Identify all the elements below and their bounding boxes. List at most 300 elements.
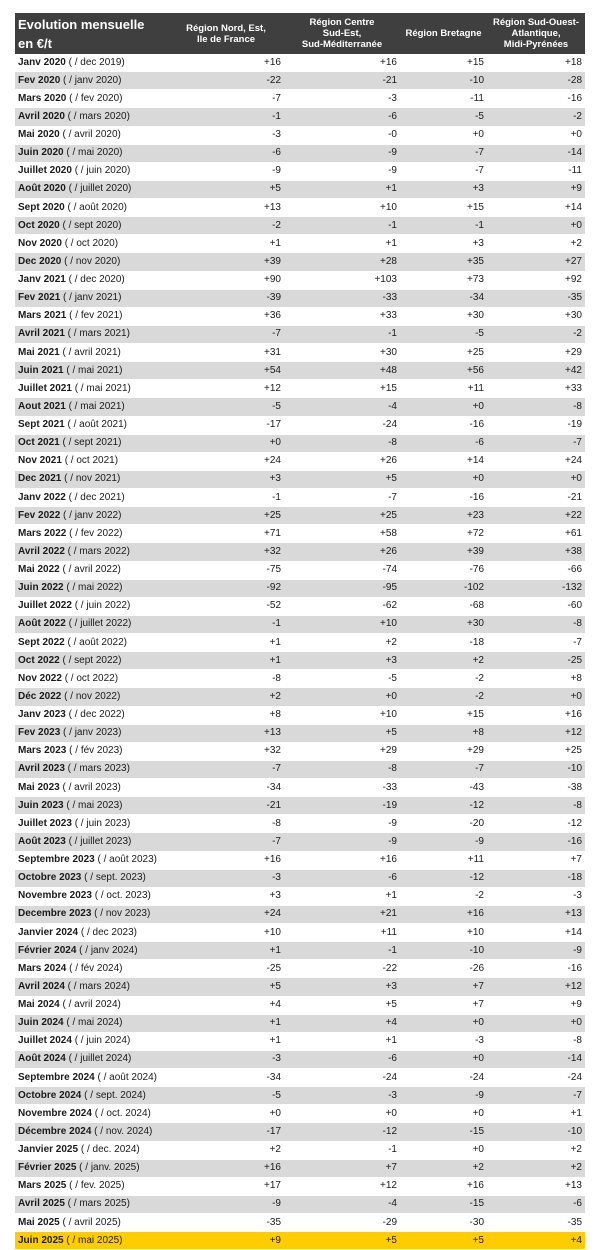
- row-reference: ( / dec 2022): [65, 709, 125, 721]
- value-cell: -35: [487, 1214, 585, 1232]
- row-month: Janv 2020: [18, 56, 66, 68]
- column-header-centre: Région Centre Sud-Est, Sud-Méditerranée: [284, 13, 400, 54]
- table-row: [15, 108, 585, 126]
- value-cell: -35: [487, 289, 585, 307]
- table-row: [15, 724, 585, 742]
- value-cell: +2: [487, 235, 585, 253]
- row-reference: ( / janv 2023): [60, 727, 122, 739]
- value-cell: +5: [284, 470, 400, 488]
- value-cell: -8: [168, 670, 284, 688]
- value-cell: +0: [400, 1105, 487, 1123]
- table-row: [15, 271, 585, 289]
- row-month: Fev 2022: [18, 509, 61, 521]
- value-cell: -6: [284, 1050, 400, 1068]
- table-row: [15, 905, 585, 923]
- row-reference: ( / juin 2022): [71, 600, 131, 612]
- row-month: Juillet 2022: [18, 600, 72, 612]
- table-row: [15, 217, 585, 235]
- value-cell: +16: [168, 1159, 284, 1177]
- table-row: [15, 670, 585, 688]
- value-cell: -6: [487, 1195, 585, 1213]
- row-month: Avril 2024: [18, 980, 65, 992]
- value-cell: -3: [284, 1087, 400, 1105]
- value-cell: -92: [168, 579, 284, 597]
- row-month: Mars 2024: [18, 962, 67, 974]
- value-cell: +1: [168, 235, 284, 253]
- value-cell: -18: [487, 869, 585, 887]
- row-label: [15, 597, 168, 615]
- value-cell: +16: [400, 905, 487, 923]
- value-cell: -25: [168, 960, 284, 978]
- row-label: [15, 1195, 168, 1213]
- value-cell: -17: [168, 416, 284, 434]
- value-cell: -16: [487, 960, 585, 978]
- row-month: Janvier 2024: [18, 926, 79, 938]
- row-reference: ( / fev 2022): [66, 527, 123, 539]
- row-label: [15, 1177, 168, 1195]
- value-cell: -66: [487, 561, 585, 579]
- value-cell: -5: [400, 108, 487, 126]
- row-label: [15, 1087, 168, 1105]
- value-cell: -3: [400, 1032, 487, 1050]
- row-label: [15, 1014, 168, 1032]
- value-cell: +10: [400, 924, 487, 942]
- row-label: [15, 144, 168, 162]
- row-label: [15, 942, 168, 960]
- row-label: [15, 561, 168, 579]
- row-label: [15, 380, 168, 398]
- value-cell: -2: [400, 688, 487, 706]
- row-label: [15, 706, 168, 724]
- row-month: Juillet 2023: [18, 817, 72, 829]
- row-label: [15, 724, 168, 742]
- value-cell: +16: [168, 54, 284, 72]
- table-row: [15, 942, 585, 960]
- row-reference: ( / juin 2024): [71, 1035, 131, 1047]
- row-label: [15, 851, 168, 869]
- value-cell: -3: [284, 90, 400, 108]
- table-row: [15, 470, 585, 488]
- value-cell: +24: [168, 452, 284, 470]
- value-cell: +0: [487, 217, 585, 235]
- row-label: [15, 652, 168, 670]
- table-row: [15, 1232, 585, 1250]
- row-reference: ( / août 2021): [64, 419, 127, 431]
- value-cell: -1: [168, 615, 284, 633]
- row-reference: ( / sept. 2024): [81, 1089, 146, 1101]
- row-label: [15, 1069, 168, 1087]
- row-month: Avril 2022: [18, 545, 65, 557]
- row-reference: ( / nov 2021): [61, 473, 121, 485]
- value-cell: +2: [168, 1141, 284, 1159]
- row-month: Fev 2020: [18, 74, 61, 86]
- row-label: [15, 978, 168, 996]
- table-row: [15, 579, 585, 597]
- row-label: [15, 162, 168, 180]
- value-cell: +36: [168, 307, 284, 325]
- row-month: Novembre 2023: [18, 890, 92, 902]
- row-label: [15, 634, 168, 652]
- row-month: Décembre 2024: [18, 1125, 92, 1137]
- row-reference: ( / janv 2021): [60, 292, 122, 304]
- table-row: [15, 235, 585, 253]
- value-cell: -12: [487, 815, 585, 833]
- value-cell: +39: [400, 543, 487, 561]
- value-cell: -2: [400, 670, 487, 688]
- value-cell: -7: [168, 833, 284, 851]
- value-cell: +26: [284, 543, 400, 561]
- row-reference: ( / nov 2022): [61, 690, 121, 702]
- row-label: [15, 996, 168, 1014]
- value-cell: -14: [487, 1050, 585, 1068]
- value-cell: +71: [168, 525, 284, 543]
- value-cell: -5: [168, 1087, 284, 1105]
- value-cell: +27: [487, 253, 585, 271]
- value-cell: +1: [284, 235, 400, 253]
- value-cell: -10: [487, 1123, 585, 1141]
- value-cell: +7: [400, 996, 487, 1014]
- row-reference: ( / mai 2024): [63, 1017, 123, 1029]
- value-cell: -7: [284, 489, 400, 507]
- value-cell: +8: [400, 724, 487, 742]
- value-cell: -2: [487, 325, 585, 343]
- value-cell: -16: [400, 489, 487, 507]
- value-cell: +0: [284, 688, 400, 706]
- row-label: [15, 833, 168, 851]
- value-cell: +15: [284, 380, 400, 398]
- row-reference: ( / juillet 2020): [65, 183, 132, 195]
- row-reference: ( / avril 2021): [59, 346, 121, 358]
- row-reference: ( / mai 2022): [63, 582, 123, 594]
- value-cell: +12: [487, 724, 585, 742]
- table-row: [15, 760, 585, 778]
- value-cell: +9: [487, 180, 585, 198]
- value-cell: +0: [168, 1105, 284, 1123]
- row-month: Mai 2022: [18, 564, 60, 576]
- value-cell: +3: [400, 180, 487, 198]
- value-cell: +0: [487, 126, 585, 144]
- value-cell: -7: [168, 760, 284, 778]
- value-cell: +1: [168, 652, 284, 670]
- value-cell: -4: [284, 398, 400, 416]
- value-cell: +48: [284, 362, 400, 380]
- row-month: Février 2025: [18, 1162, 77, 1174]
- value-cell: -12: [284, 1123, 400, 1141]
- row-month: Avril 2021: [18, 328, 65, 340]
- row-label: [15, 525, 168, 543]
- value-cell: +2: [168, 688, 284, 706]
- table-row: [15, 416, 585, 434]
- value-cell: +17: [168, 1177, 284, 1195]
- row-reference: ( / fev 2020): [66, 92, 123, 104]
- value-cell: +12: [168, 380, 284, 398]
- row-month: Juillet 2021: [18, 382, 72, 394]
- row-month: Août 2023: [18, 835, 66, 847]
- row-month: Avril 2023: [18, 763, 65, 775]
- value-cell: -39: [168, 289, 284, 307]
- value-cell: +3: [284, 652, 400, 670]
- table-row: [15, 1069, 585, 1087]
- value-cell: +10: [284, 706, 400, 724]
- row-label: [15, 688, 168, 706]
- row-label: [15, 760, 168, 778]
- row-label: [15, 543, 168, 561]
- value-cell: -5: [400, 325, 487, 343]
- value-cell: +5: [400, 1232, 487, 1250]
- table-row: [15, 362, 585, 380]
- value-cell: +103: [284, 271, 400, 289]
- table-row: [15, 1214, 585, 1232]
- value-cell: -76: [400, 561, 487, 579]
- table-header-row: [15, 13, 585, 54]
- value-cell: -7: [168, 90, 284, 108]
- value-cell: +1: [487, 1105, 585, 1123]
- value-cell: +2: [487, 1159, 585, 1177]
- table-row: [15, 543, 585, 561]
- row-reference: ( / juillet 2023): [65, 835, 132, 847]
- value-cell: -8: [487, 797, 585, 815]
- value-cell: -34: [400, 289, 487, 307]
- value-cell: -21: [168, 797, 284, 815]
- row-reference: ( / août 2024): [94, 1071, 157, 1083]
- row-reference: ( / juillet 2022): [65, 618, 132, 630]
- price-evolution-table: [15, 13, 585, 1250]
- table-row: [15, 289, 585, 307]
- value-cell: -1: [284, 217, 400, 235]
- value-cell: -24: [284, 416, 400, 434]
- value-cell: -7: [168, 325, 284, 343]
- value-cell: +0: [487, 688, 585, 706]
- table-row: [15, 398, 585, 416]
- row-label: [15, 797, 168, 815]
- row-reference: ( / janv 2020): [60, 74, 122, 86]
- row-label: [15, 670, 168, 688]
- value-cell: -8: [487, 1032, 585, 1050]
- row-month: Decembre 2023: [18, 908, 92, 920]
- value-cell: -12: [400, 797, 487, 815]
- value-cell: -9: [284, 144, 400, 162]
- table-row: [15, 706, 585, 724]
- value-cell: +5: [168, 180, 284, 198]
- value-cell: +1: [168, 1032, 284, 1050]
- value-cell: +29: [487, 344, 585, 362]
- row-label: [15, 180, 168, 198]
- table-row: [15, 180, 585, 198]
- value-cell: +0: [487, 1014, 585, 1032]
- value-cell: +35: [400, 253, 487, 271]
- row-label: [15, 325, 168, 343]
- row-month: Août 2020: [18, 183, 66, 195]
- value-cell: +54: [168, 362, 284, 380]
- value-cell: -21: [284, 72, 400, 90]
- value-cell: +2: [400, 652, 487, 670]
- value-cell: +16: [284, 54, 400, 72]
- value-cell: +32: [168, 742, 284, 760]
- table-row: [15, 1032, 585, 1050]
- row-reference: ( / août 2023): [94, 854, 157, 866]
- row-month: Août 2022: [18, 618, 66, 630]
- row-reference: ( / nov 2023): [91, 908, 151, 920]
- row-reference: ( / dec 2020): [65, 274, 125, 286]
- table-row: [15, 851, 585, 869]
- value-cell: -34: [168, 1069, 284, 1087]
- value-cell: -8: [487, 398, 585, 416]
- row-month: Oct 2022: [18, 654, 60, 666]
- value-cell: -8: [487, 615, 585, 633]
- value-cell: -6: [284, 108, 400, 126]
- value-cell: +14: [487, 924, 585, 942]
- value-cell: +38: [487, 543, 585, 561]
- table-row: [15, 344, 585, 362]
- row-reference: ( / oct. 2023): [91, 890, 151, 902]
- value-cell: +2: [284, 634, 400, 652]
- row-reference: ( / fév 2024): [66, 962, 123, 974]
- value-cell: -22: [284, 960, 400, 978]
- row-reference: ( / janv 2022): [60, 509, 122, 521]
- value-cell: -102: [400, 579, 487, 597]
- row-reference: ( / fev 2021): [66, 310, 123, 322]
- row-label: [15, 90, 168, 108]
- row-month: Oct 2021: [18, 437, 60, 449]
- row-reference: ( / nov 2020): [61, 255, 121, 267]
- row-month: Janv 2023: [18, 709, 66, 721]
- value-cell: +7: [400, 978, 487, 996]
- row-month: Janvier 2025: [18, 1144, 79, 1156]
- value-cell: -3: [168, 869, 284, 887]
- row-month: Mai 2023: [18, 781, 60, 793]
- value-cell: +33: [284, 307, 400, 325]
- row-label: [15, 54, 168, 72]
- value-cell: +25: [400, 344, 487, 362]
- value-cell: +3: [168, 470, 284, 488]
- row-reference: ( / août 2020): [64, 201, 127, 213]
- table-row: [15, 996, 585, 1014]
- table-row: [15, 1177, 585, 1195]
- table-row: [15, 1159, 585, 1177]
- table-row: [15, 1050, 585, 1068]
- value-cell: +2: [400, 1159, 487, 1177]
- value-cell: -43: [400, 779, 487, 797]
- row-month: Juin 2025: [18, 1234, 64, 1246]
- value-cell: -24: [487, 1069, 585, 1087]
- value-cell: -9: [400, 833, 487, 851]
- row-month: Mai 2020: [18, 129, 60, 141]
- row-label: [15, 742, 168, 760]
- row-month: Nov 2021: [18, 455, 62, 467]
- row-label: [15, 398, 168, 416]
- row-month: Août 2024: [18, 1053, 66, 1065]
- value-cell: +0: [400, 1014, 487, 1032]
- value-cell: -22: [168, 72, 284, 90]
- row-label: [15, 489, 168, 507]
- table-row: [15, 797, 585, 815]
- value-cell: +8: [487, 670, 585, 688]
- row-label: [15, 1214, 168, 1232]
- value-cell: +10: [284, 615, 400, 633]
- value-cell: +5: [284, 996, 400, 1014]
- row-reference: ( / juin 2020): [71, 165, 131, 177]
- row-reference: ( / avril 2024): [59, 999, 121, 1011]
- row-label: [15, 253, 168, 271]
- value-cell: +26: [284, 452, 400, 470]
- value-cell: -6: [284, 869, 400, 887]
- value-cell: +33: [487, 380, 585, 398]
- row-month: Novembre 2024: [18, 1107, 92, 1119]
- row-label: [15, 271, 168, 289]
- row-reference: ( / mai 2025): [63, 1234, 123, 1246]
- value-cell: +0: [400, 126, 487, 144]
- value-cell: +11: [400, 380, 487, 398]
- row-reference: ( / mai 2023): [63, 799, 123, 811]
- value-cell: -19: [284, 797, 400, 815]
- row-label: [15, 1050, 168, 1068]
- value-cell: -1: [284, 942, 400, 960]
- table-row: [15, 615, 585, 633]
- value-cell: -24: [400, 1069, 487, 1087]
- row-reference: ( / avril 2025): [59, 1216, 121, 1228]
- value-cell: +29: [284, 742, 400, 760]
- row-label: [15, 434, 168, 452]
- row-reference: ( / sept 2020): [59, 219, 122, 231]
- row-reference: ( / nov. 2024): [91, 1125, 153, 1137]
- row-reference: ( / dec 2023): [78, 926, 137, 938]
- value-cell: -16: [487, 90, 585, 108]
- value-cell: +25: [284, 507, 400, 525]
- table-row: [15, 960, 585, 978]
- table-row: [15, 325, 585, 343]
- value-cell: +28: [284, 253, 400, 271]
- value-cell: +16: [487, 706, 585, 724]
- value-cell: +9: [487, 996, 585, 1014]
- row-reference: ( / dec 2021): [65, 491, 125, 503]
- row-reference: ( / mai 2020): [63, 147, 123, 159]
- row-label: [15, 579, 168, 597]
- table-row: [15, 54, 585, 72]
- value-cell: -34: [168, 779, 284, 797]
- value-cell: -8: [284, 434, 400, 452]
- row-reference: ( / mars 2020): [64, 110, 130, 122]
- value-cell: +5: [284, 1232, 400, 1250]
- value-cell: -1: [168, 489, 284, 507]
- row-month: Fev 2023: [18, 727, 61, 739]
- value-cell: +7: [487, 851, 585, 869]
- row-label: [15, 126, 168, 144]
- row-reference: ( / mai 2021): [71, 382, 131, 394]
- value-cell: +73: [400, 271, 487, 289]
- value-cell: +25: [487, 742, 585, 760]
- value-cell: -8: [168, 815, 284, 833]
- value-cell: -3: [487, 887, 585, 905]
- value-cell: +7: [284, 1159, 400, 1177]
- row-month: Mai 2025: [18, 1216, 60, 1228]
- value-cell: -7: [400, 144, 487, 162]
- row-label: [15, 1105, 168, 1123]
- value-cell: +4: [487, 1232, 585, 1250]
- row-month: Dec 2020: [18, 255, 62, 267]
- value-cell: +15: [400, 199, 487, 217]
- table-row: [15, 887, 585, 905]
- value-cell: +90: [168, 271, 284, 289]
- table-row: [15, 742, 585, 760]
- value-cell: +4: [284, 1014, 400, 1032]
- row-month: Septembre 2024: [18, 1071, 95, 1083]
- value-cell: +18: [487, 54, 585, 72]
- value-cell: +15: [400, 706, 487, 724]
- row-label: [15, 470, 168, 488]
- value-cell: -30: [400, 1214, 487, 1232]
- row-month: Déc 2022: [18, 690, 62, 702]
- table-row: [15, 597, 585, 615]
